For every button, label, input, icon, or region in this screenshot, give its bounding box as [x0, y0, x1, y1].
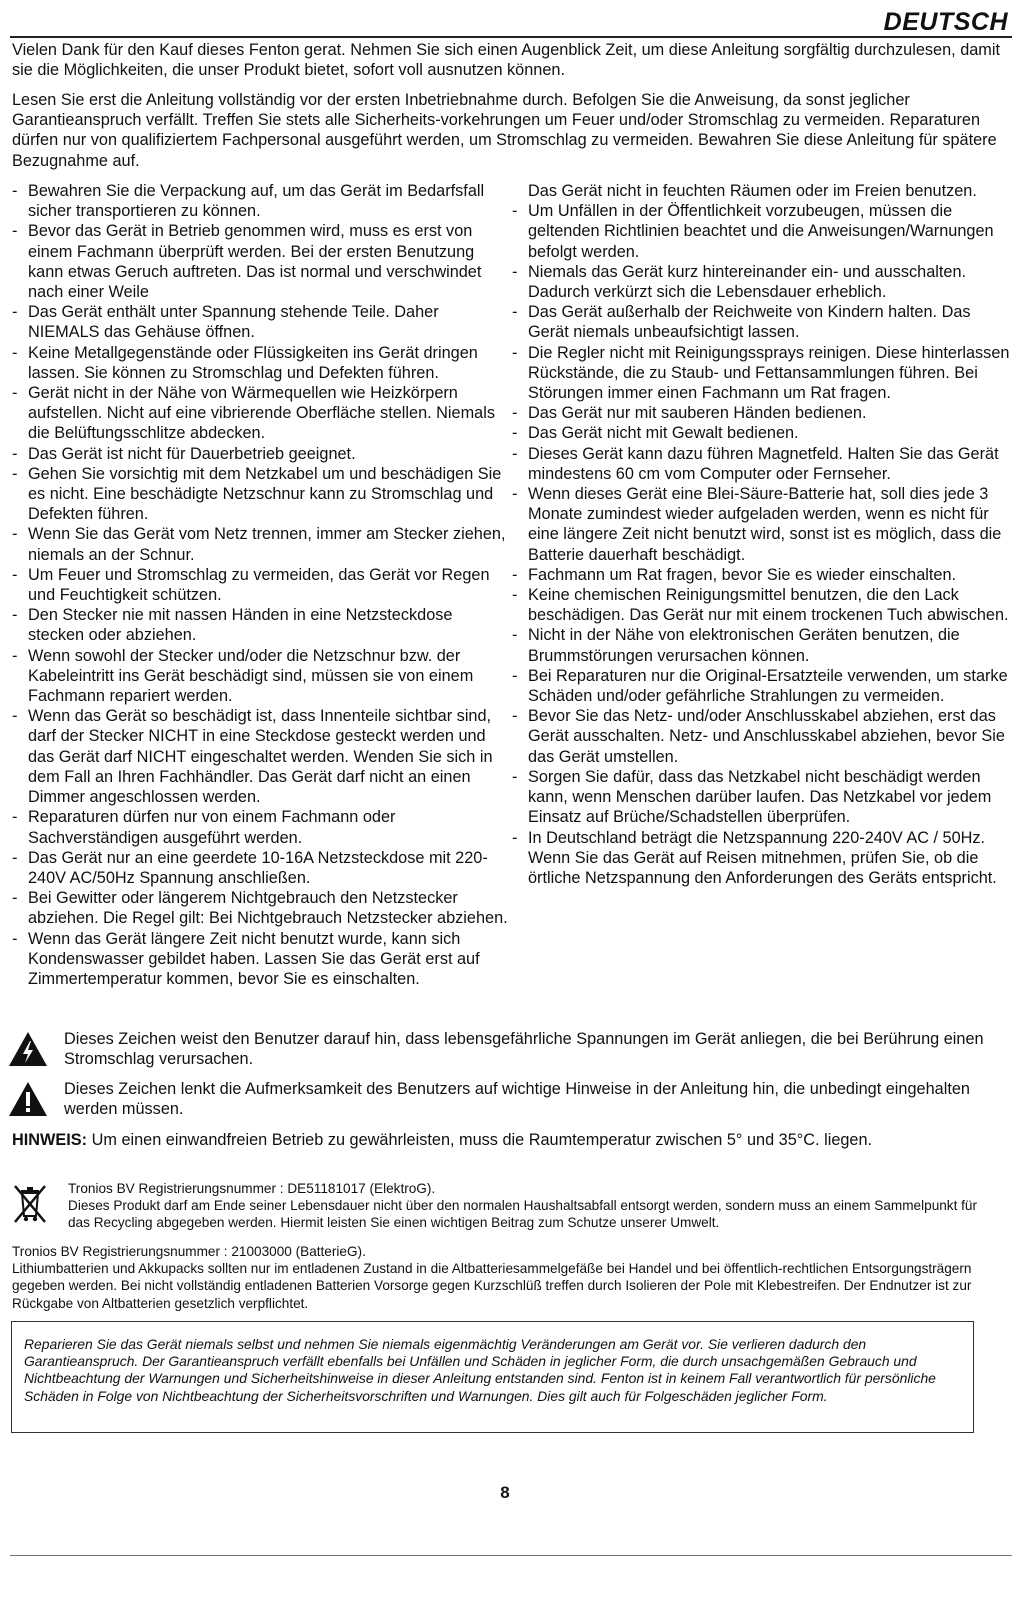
safety-item: - Dieses Gerät kann dazu führen Magnetfeld. Halten Sie das Gerät mindestens 60 cm vom Computer oder Fernseher. [512, 444, 1010, 484]
battery-registration: Tronios BV Registrierungsnummer : 21003000 (BatterieG). [12, 1244, 366, 1259]
safety-item: - Keine Metallgegenstände oder Flüssigkeiten ins Gerät dringen lassen. Sie können zu Stromschlag und Defekten führen. [12, 343, 510, 383]
safety-list-right [512, 181, 1010, 888]
safety-item: - Nicht in der Nähe von elektronischen Geräten benutzen, die Brummstörungen verursachen können. [512, 625, 1010, 665]
voltage-warning [0, 1029, 1010, 1073]
voltage-warning-text: Dieses Zeichen weist den Benutzer darauf hin, dass lebensgefährliche Spannungen im Gerät anliegen, die bei Berührung einen Stromschlag verursachen. [64, 1030, 984, 1069]
safety-item: - Bevor das Gerät in Betrieb genommen wird, muss es erst von einem Fachmann überprüft werden. Bei der ersten Benutzung kann etwas Geruch auftreten. Das ist normal und verschwindet nach einer Weile [12, 221, 510, 302]
safety-item: - Wenn Sie das Gerät vom Netz trennen, immer am Stecker ziehen, niemals an der Schnur. [12, 524, 510, 564]
attention-warning [0, 1079, 1010, 1123]
safety-item: - Um Feuer und Stromschlag zu vermeiden, das Gerät vor Regen und Feuchtigkeit schützen. [12, 565, 510, 605]
safety-item: - Keine chemischen Reinigungsmittel benutzen, die den Lack beschädigen. Das Gerät nur mit einem trockenen Tuch abwischen. [512, 585, 1010, 625]
safety-item: - Wenn das Gerät längere Zeit nicht benutzt wurde, kann sich Kondenswasser gebildet haben. Lassen Sie das Gerät erst auf Zimmertemperatur kommen, bevor Sie es einschalten. [12, 929, 510, 990]
safety-item: - In Deutschland beträgt die Netzspannung 220-240V AC / 50Hz. Wenn Sie das Gerät auf Reisen mitnehmen, prüfen Sie, ob die örtliche Netzspannung den Anforderungen des Geräts entspricht. [512, 828, 1010, 889]
safety-item: - Das Gerät ist nicht für Dauerbetrieb geeignet. [12, 444, 510, 464]
hinweis-note [12, 1130, 1002, 1150]
safety-item: - Gerät nicht in der Nähe von Wärmequellen wie Heizkörpern aufstellen. Nicht auf eine vibrierende Oberfläche stellen. Niemals die Belüftungsschlitze abdecken. [12, 383, 510, 444]
safety-item: - Das Gerät nicht mit Gewalt bedienen. [512, 423, 1010, 443]
safety-item: - Das Gerät enthält unter Spannung stehende Teile. Daher NIEMALS das Gehäuse öffnen. [12, 302, 510, 342]
page-number: 8 [500, 1483, 510, 1502]
battery-section [12, 1243, 1002, 1312]
intro-paragraph-1: Vielen Dank für den Kauf dieses Fenton gerat. Nehmen Sie sich einen Augenblick Zeit, um diese Anleitung sorgfältig durchzulesen, damit sie die Möglichkeiten, die unser Produkt bietet, sofort voll ausnutzen können. [12, 41, 1001, 80]
safety-item: - Fachmann um Rat fragen, bevor Sie es wieder einschalten. [512, 565, 1010, 585]
safety-item: - Wenn das Gerät so beschädigt ist, dass Innenteile sichtbar sind, darf der Stecker NICHT in eine Steckdose gesteckt werden und das Gerät darf NICHT eingeschaltet werden. Wenden Sie sich in dem Fall an Ihren Fachhändler. Das Gerät darf nicht an einen Dimmer angeschlossen werden. [12, 706, 510, 807]
footer-divider [10, 1555, 1012, 1556]
safety-item-continuation: Das Gerät nicht in feuchten Räumen oder im Freien benutzen. [528, 182, 977, 200]
safety-item: - Das Gerät nur an eine geerdete 10-16A Netzsteckdose mit 220-240V AC/50Hz Spannung anschließen. [12, 848, 510, 888]
hinweis-text: Um einen einwandfreien Betrieb zu gewährleisten, muss die Raumtemperatur zwischen 5° und 35°C. liegen. [87, 1131, 873, 1149]
safety-item: - Wenn sowohl der Stecker und/oder die Netzschnur bzw. der Kabeleintritt ins Gerät beschädigt sind, müssen sie von einem Fachmann repariert werden. [12, 646, 510, 707]
safety-item: - Sorgen Sie dafür, dass das Netzkabel nicht beschädigt werden kann, wenn Menschen darüber laufen. Das Netzkabel vor jedem Einsatz auf Brüche/Schadstellen überprüfen. [512, 767, 1010, 828]
safety-item: - Gehen Sie vorsichtig mit dem Netzkabel um und beschädigen Sie es nicht. Eine beschädigte Netzschnur kann zu Stromschlag und Defekten führen. [12, 464, 510, 525]
exclamation-warning-icon [8, 1081, 48, 1117]
safety-item: - Bevor Sie das Netz- und/oder Anschlusskabel abziehen, erst das Gerät ausschalten. Netz- und Anschlusskabel abziehen, bevor Sie das Gerät umstellen. [512, 706, 1010, 767]
crossed-bin-icon [12, 1182, 48, 1226]
attention-warning-text: Dieses Zeichen lenkt die Aufmerksamkeit des Benutzers auf wichtige Hinweise in der Anleitung hin, die unbedingt eingehalten werden müssen. [64, 1080, 970, 1119]
weee-text: Dieses Produkt darf am Ende seiner Lebensdauer nicht über den normalen Haushaltsabfall entsorgt werden, sondern muss an einem Sammelpunkt für das Recycling abgegeben werden. Hiermit leisten Sie einen wichtigen Beitrag zum Schutze unserer Umwelt. [68, 1198, 978, 1231]
safety-item: - Bewahren Sie die Verpackung auf, um das Gerät im Bedarfsfall sicher transportieren zu können. [12, 181, 510, 221]
safety-item: - Den Stecker nie mit nassen Händen in eine Netzsteckdose stecken oder abziehen. [12, 605, 510, 645]
safety-item: - Reparaturen dürfen nur von einem Fachmann oder Sachverständigen ausgeführt werden. [12, 807, 510, 847]
battery-text: Lithiumbatterien und Akkupacks sollten nur im entladenen Zustand in die Altbatteriesammelgefäße bei Handel und bei öffentlich-rechtlichen Entsorgungsträgern gegeben werden. Bei nicht vollständig entladenen Batterien Vorsorge gegen Kurzschlüß treffen durch Isolieren der Pole mit Klebestreifen. Der Endnutzer ist zur Rückgabe von Altbatterien gesetzlich verpflichtet. [12, 1261, 972, 1311]
safety-item: - Das Gerät nur mit sauberen Händen bedienen. [512, 403, 1010, 423]
safety-item: - Um Unfällen in der Öffentlichkeit vorzubeugen, müssen die geltenden Richtlinien beachtet und die Anweisungen/Warnungen befolgt werden. [512, 201, 1010, 262]
warranty-notice-box [11, 1321, 974, 1433]
safety-item: - Die Regler nicht mit Reinigungssprays reinigen. Diese hinterlassen Rückstände, die zu Staub- und Fettansammlungen führen. Bei Störungen immer einen Fachmann um Rat fragen. [512, 343, 1010, 404]
safety-list-left [12, 181, 510, 989]
safety-item: - Bei Reparaturen nur die Original-Ersatzteile verwenden, um starke Schäden und/oder gefährliche Strahlungen zu vermeiden. [512, 666, 1010, 706]
language-heading: DEUTSCH [883, 8, 1008, 36]
weee-registration: Tronios BV Registrierungsnummer : DE51181017 (ElektroG). [68, 1181, 436, 1196]
safety-item: - Wenn dieses Gerät eine Blei-Säure-Batterie hat, soll dies jede 3 Monate zumindest wieder aufgeladen werden, wenn es nicht für eine längere Zeit nicht benutzt wird, sonst ist es möglich, dass die Batterie dauerhaft beschädigt. [512, 484, 1010, 565]
warranty-notice-text: Reparieren Sie das Gerät niemals selbst und nehmen Sie niemals eigenmächtig Veränderungen am Gerät vor. Sie verlieren dadurch den Garantieanspruch. Der Garantieanspruch verfällt ebenfalls bei Unfällen und Schäden in jeglicher Form, die durch unsachgemäßen Gebrauch und Nichtbeachtung der Warnungen und Sicherheitshinweise in dieser Anleitung entstanden sind. Fenton ist in keinem Fall verantwortlich für persönliche Schäden in Folge von Nichtbeachtung der Sicherheitsvorschriften und Warnungen. Dies gilt auch für Folgeschäden jeglicher Form. [24, 1336, 936, 1404]
intro-paragraph-2: Lesen Sie erst die Anleitung vollständig vor der ersten Inbetriebnahme durch. Befolgen Sie die Anweisung, da sonst jeglicher Garantieanspruch verfällt. Treffen Sie stets alle Sicherheits-vorkehrungen um Feuer und/oder Stromschlag zu vermeiden. Reparaturen dürfen nur von qualifiziertem Fachpersonal ausgeführt werden, um Stromschlag zu vermeiden. Bewahren Sie diese Anleitung für spätere Bezugnahme auf. [12, 91, 997, 170]
hinweis-label: HINWEIS: [12, 1131, 88, 1149]
page-header [10, 6, 1012, 38]
safety-item: - Das Gerät außerhalb der Reichweite von Kindern halten. Das Gerät niemals unbeaufsichtigt lassen. [512, 302, 1010, 342]
safety-item: - Niemals das Gerät kurz hintereinander ein- und ausschalten. Dadurch verkürzt sich die Lebensdauer erheblich. [512, 262, 1010, 302]
safety-item: - Bei Gewitter oder längerem Nichtgebrauch den Netzstecker abziehen. Die Regel gilt: Bei Nichtgebrauch Netzstecker abziehen. [12, 888, 510, 928]
weee-section [0, 1180, 1010, 1236]
high-voltage-icon [8, 1031, 48, 1067]
